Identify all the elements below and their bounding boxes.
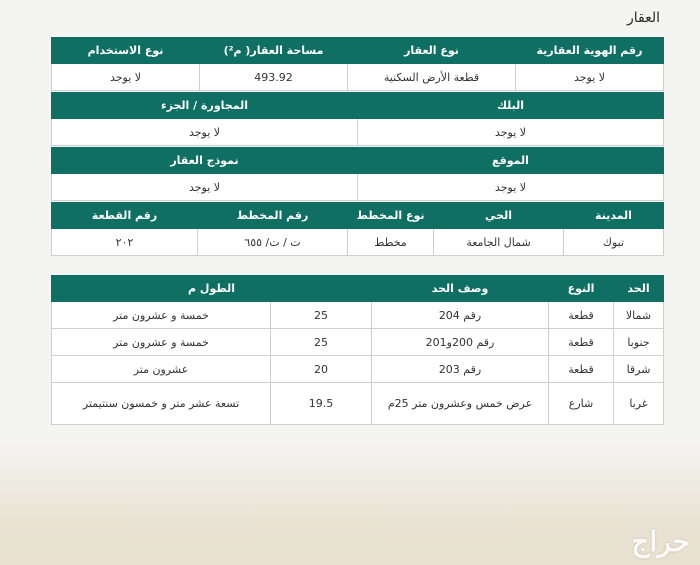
boundary-length-text: خمسة و عشرون متر [52,329,271,356]
neighborhood-part-header: المجاورة / الجزء [52,93,358,119]
boundary-length: 19.5 [271,383,372,425]
plan-table [51,202,664,256]
property-model-header: نموذج العقار [52,148,358,174]
property-model-value: لا يوجد [52,174,358,201]
boundaries-table [51,275,664,425]
haraj-watermark-logo: حراج [631,525,690,558]
location-model-table [51,147,664,201]
section-title: العقار [626,10,660,26]
location-header: الموقع [358,148,664,174]
boundary-length-text: تسعة عشر متر و خمسون سنتيمتر [52,383,271,425]
boundary-length-header: الطول م [52,276,372,302]
boundary-description: عرض خمس وعشرون متر 25م [372,383,549,425]
usage-type-value: لا يوجد [52,64,200,91]
boundary-length-text: عشرون متر [52,356,271,383]
table-row [52,383,664,425]
plan-number-value: ت / ت/ ٦٥٥ [198,229,348,256]
block-value: لا يوجد [358,119,664,146]
boundary-length: 20 [271,356,372,383]
boundary-side: شرقا [614,356,664,383]
boundary-description: رقم 200و201 [372,329,549,356]
boundary-side-header: الحد [614,276,664,302]
property-area-header: مساحة العقار( م²) [200,38,348,64]
boundary-type-header: النوع [549,276,614,302]
boundary-length: 25 [271,329,372,356]
boundary-type: قطعة [549,356,614,383]
property-id-header: رقم الهوية العقارية [516,38,664,64]
boundary-side: جنوبا [614,329,664,356]
district-header: الحي [434,203,564,229]
table-row [52,302,664,329]
location-value: لا يوجد [358,174,664,201]
boundary-description-header: وصف الحد [372,276,549,302]
table-row [52,356,664,383]
block-part-table [51,92,664,146]
boundary-description: رقم 203 [372,356,549,383]
plan-type-header: نوع المخطط [348,203,434,229]
boundary-type: قطعة [549,329,614,356]
property-area-value: 493.92 [200,64,348,91]
district-value: شمال الجامعة [434,229,564,256]
boundary-side: شمالا [614,302,664,329]
plan-type-value: مخطط [348,229,434,256]
boundary-type: قطعة [549,302,614,329]
boundary-type: شارع [549,383,614,425]
table-row [52,329,664,356]
property-type-header: نوع العقار [348,38,516,64]
neighborhood-part-value: لا يوجد [52,119,358,146]
city-value: تبوك [564,229,664,256]
property-id-value: لا يوجد [516,64,664,91]
boundary-length: 25 [271,302,372,329]
plan-number-header: رقم المخطط [198,203,348,229]
city-header: المدينة [564,203,664,229]
property-table [51,37,664,91]
block-header: البلك [358,93,664,119]
property-type-value: قطعة الأرض السكنية [348,64,516,91]
usage-type-header: نوع الاستخدام [52,38,200,64]
boundary-side: غربا [614,383,664,425]
boundary-length-text: خمسة و عشرون متر [52,302,271,329]
boundary-description: رقم 204 [372,302,549,329]
plot-number-header: رقم القطعة [52,203,198,229]
plot-number-value: ٢٠٢ [52,229,198,256]
